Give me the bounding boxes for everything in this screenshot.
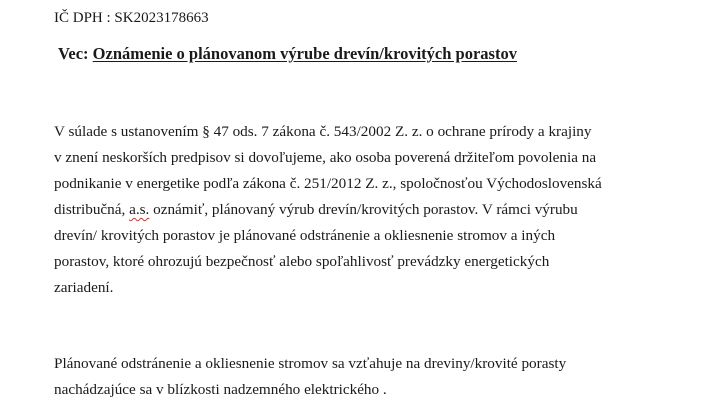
text-line: drevín/ krovitých porastov je plánované odstránenie a okliesnenie stromov a iných — [54, 227, 556, 244]
subject-label: Vec: — [58, 44, 89, 63]
paragraph-scope — [54, 351, 674, 403]
subject-title: Oznámenie o plánovanom výrube drevín/krovitých porastov — [92, 44, 517, 63]
text-line: zariadení. — [54, 279, 114, 296]
text-line: podnikanie v energetike podľa zákona č. 251/2012 Z. z., spoločnosťou Východoslovenská — [54, 175, 602, 192]
text-line: nachádzajúce sa v blízkosti nadzemného elektrického . — [54, 381, 387, 398]
vat-id: IČ DPH : SK2023178663 — [54, 10, 209, 26]
text-line: porastov, ktoré ohrozujú bezpečnosť alebo spoľahlivosť prevádzky energetických — [54, 253, 550, 270]
text-line: Plánované odstránenie a okliesnenie stromov sa vzťahuje na dreviny/krovité porasty — [54, 355, 567, 372]
text-line: V súlade s ustanovením § 47 ods. 7 zákona č. 543/2002 Z. z. o ochrane prírody a krajiny — [54, 123, 592, 140]
paragraph-notice — [54, 119, 674, 301]
spellcheck-flagged-word[interactable]: a.s. — [129, 201, 150, 218]
text-fragment: distribučná, — [54, 201, 130, 218]
subject-line — [58, 44, 517, 64]
text-line — [54, 197, 674, 223]
text-fragment: oznámiť, plánovaný výrub drevín/krovitých porastov. V rámci výrubu — [149, 201, 578, 218]
text-line: v znení neskorších predpisov si dovoľujeme, ako osoba poverená držiteľom povolenia na — [54, 149, 597, 166]
